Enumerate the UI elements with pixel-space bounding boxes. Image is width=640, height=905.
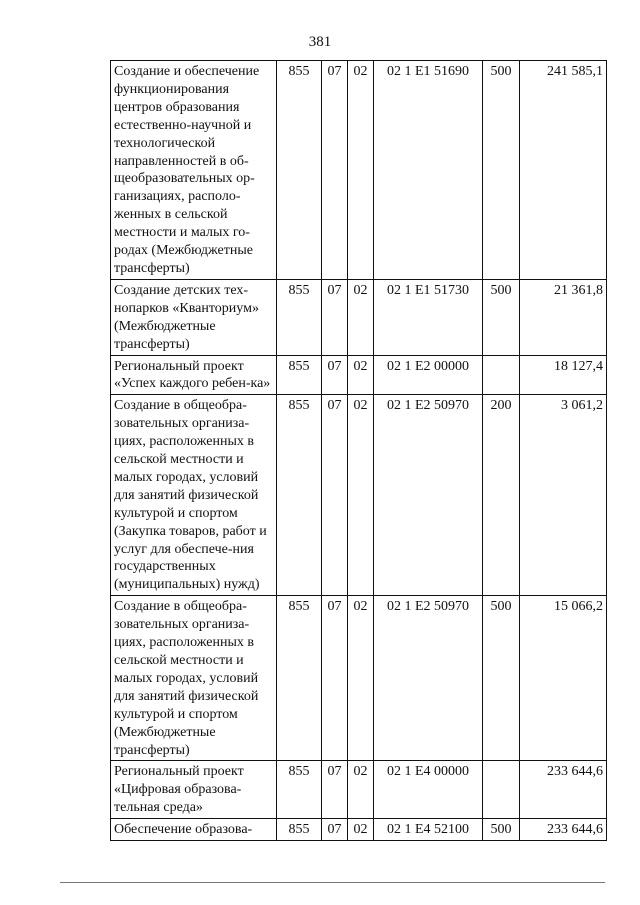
ministry-code-cell: 855: [277, 819, 322, 841]
section-code-cell: 07: [322, 279, 348, 355]
expense-type-cell: 500: [483, 61, 520, 280]
target-article-cell: 02 1 E4 52100: [374, 819, 483, 841]
amount-cell: 241 585,1: [520, 61, 607, 280]
target-article-cell: 02 1 E2 00000: [374, 355, 483, 395]
ministry-code-cell: 855: [277, 61, 322, 280]
section-code-cell: 07: [322, 355, 348, 395]
ministry-code-cell: 855: [277, 761, 322, 819]
table-row: [111, 819, 607, 841]
ministry-code-cell: 855: [277, 395, 322, 596]
row-name-cell: Создание детских тех-нопарков «Кванториум» (Межбюджетные трансферты): [111, 279, 277, 355]
section-code-cell: 07: [322, 61, 348, 280]
row-name-cell: Региональный проект «Успех каждого ребен-ка»: [111, 355, 277, 395]
table-row: [111, 596, 607, 761]
table-body: [111, 61, 607, 841]
row-name-cell: Создание в общеобра-зовательных организа-циях, расположенных в сельской местности и малых городах, условий для занятий физической культурой и спортом (Межбюджетные трансферты): [111, 596, 277, 761]
subsection-code-cell: 02: [348, 279, 374, 355]
subsection-code-cell: 02: [348, 596, 374, 761]
section-code-cell: 07: [322, 761, 348, 819]
amount-cell: 15 066,2: [520, 596, 607, 761]
table-row: [111, 395, 607, 596]
expense-type-cell: 200: [483, 395, 520, 596]
row-name-cell: Обеспечение образова-: [111, 819, 277, 841]
ministry-code-cell: 855: [277, 279, 322, 355]
subsection-code-cell: 02: [348, 61, 374, 280]
ministry-code-cell: 855: [277, 355, 322, 395]
table-row: [111, 355, 607, 395]
expense-type-cell: 500: [483, 279, 520, 355]
amount-cell: 18 127,4: [520, 355, 607, 395]
section-code-cell: 07: [322, 395, 348, 596]
target-article-cell: 02 1 E4 00000: [374, 761, 483, 819]
table-row: [111, 61, 607, 280]
amount-cell: 233 644,6: [520, 819, 607, 841]
row-name-cell: Создание в общеобра-зовательных организа-циях, расположенных в сельской местности и малых городах, условий для занятий физической культурой и спортом (Закупка товаров, работ и услуг для обеспече-ния государственных (муниципальных) нужд): [111, 395, 277, 596]
target-article-cell: 02 1 E1 51690: [374, 61, 483, 280]
budget-table: [110, 60, 607, 841]
section-code-cell: 07: [322, 819, 348, 841]
amount-cell: 21 361,8: [520, 279, 607, 355]
subsection-code-cell: 02: [348, 819, 374, 841]
subsection-code-cell: 02: [348, 395, 374, 596]
row-name-cell: Создание и обеспечение функционирования центров образования естественно-научной и технологической направленностей в об-щеобразовательных ор-ганизациях, располо-женных в сельской местности и малых го-родах (Межбюджетные трансферты): [111, 61, 277, 280]
expense-type-cell: [483, 761, 520, 819]
amount-cell: 233 644,6: [520, 761, 607, 819]
bottom-rule: [60, 882, 605, 883]
amount-cell: 3 061,2: [520, 395, 607, 596]
target-article-cell: 02 1 E2 50970: [374, 596, 483, 761]
expense-type-cell: [483, 355, 520, 395]
page-number: 381: [308, 34, 332, 50]
section-code-cell: 07: [322, 596, 348, 761]
target-article-cell: 02 1 E2 50970: [374, 395, 483, 596]
expense-type-cell: 500: [483, 596, 520, 761]
target-article-cell: 02 1 E1 51730: [374, 279, 483, 355]
expense-type-cell: 500: [483, 819, 520, 841]
subsection-code-cell: 02: [348, 355, 374, 395]
table-row: [111, 761, 607, 819]
ministry-code-cell: 855: [277, 596, 322, 761]
subsection-code-cell: 02: [348, 761, 374, 819]
table-row: [111, 279, 607, 355]
row-name-cell: Региональный проект «Цифровая образова-тельная среда»: [111, 761, 277, 819]
